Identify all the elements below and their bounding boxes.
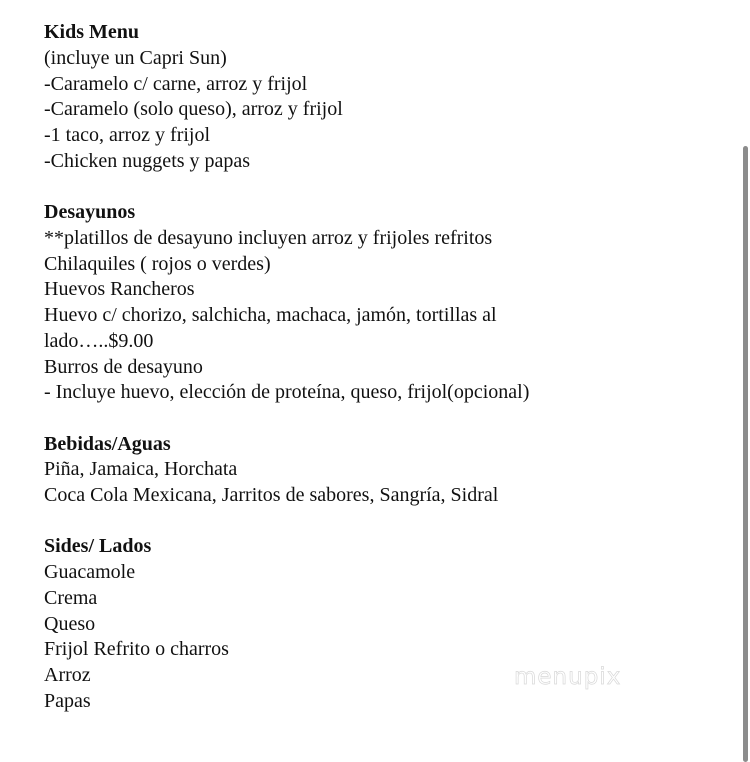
- menu-document: [44, 20, 730, 740]
- menu-line: Arroz: [44, 664, 91, 686]
- section-heading: Desayunos: [44, 201, 136, 223]
- menu-line: lado…..$9.00: [44, 329, 154, 352]
- menu-line: Frijol Refrito o charros: [44, 638, 229, 661]
- section-heading: Kids Menu: [44, 21, 140, 43]
- menu-line: -Chicken nuggets y papas: [44, 149, 251, 172]
- section-heading: Bebidas/Aguas: [44, 432, 171, 455]
- menu-line: Huevos Rancheros: [44, 278, 195, 301]
- scrollbar[interactable]: [740, 0, 750, 762]
- menu-line: -1 taco, arroz y frijol: [44, 124, 211, 146]
- sides-section: [44, 534, 730, 714]
- menu-line: Guacamole: [44, 561, 136, 583]
- menu-line: Chilaquiles ( rojos o verdes): [44, 252, 271, 275]
- bebidas-section: [44, 432, 730, 509]
- menu-line: -Caramelo c/ carne, arroz y frijol: [44, 72, 308, 95]
- menu-line: -Caramelo (solo queso), arroz y frijol: [44, 98, 343, 121]
- menu-line: Coca Cola Mexicana, Jarritos de sabores, Sangría, Sidral: [44, 484, 499, 506]
- section-heading: Sides/ Lados: [44, 535, 152, 558]
- menu-line: Piña, Jamaica, Horchata: [44, 458, 238, 481]
- menu-line: (incluye un Capri Sun): [44, 46, 227, 69]
- menu-line: Crema: [44, 586, 98, 609]
- kids-menu-section: [44, 20, 730, 175]
- menu-line: - Incluye huevo, elección de proteína, queso, frijol(opcional): [44, 381, 530, 404]
- menu-line: **platillos de desayuno incluyen arroz y frijoles refritos: [44, 226, 493, 249]
- menu-line: Huevo c/ chorizo, salchicha, machaca, jamón, tortillas al: [44, 304, 497, 326]
- menu-line: Queso: [44, 612, 96, 635]
- menu-line: Papas: [44, 689, 91, 712]
- watermark: menupix: [514, 664, 622, 690]
- scrollbar-thumb[interactable]: [743, 146, 748, 762]
- menu-line: Burros de desayuno: [44, 355, 203, 378]
- desayunos-section: [44, 200, 730, 406]
